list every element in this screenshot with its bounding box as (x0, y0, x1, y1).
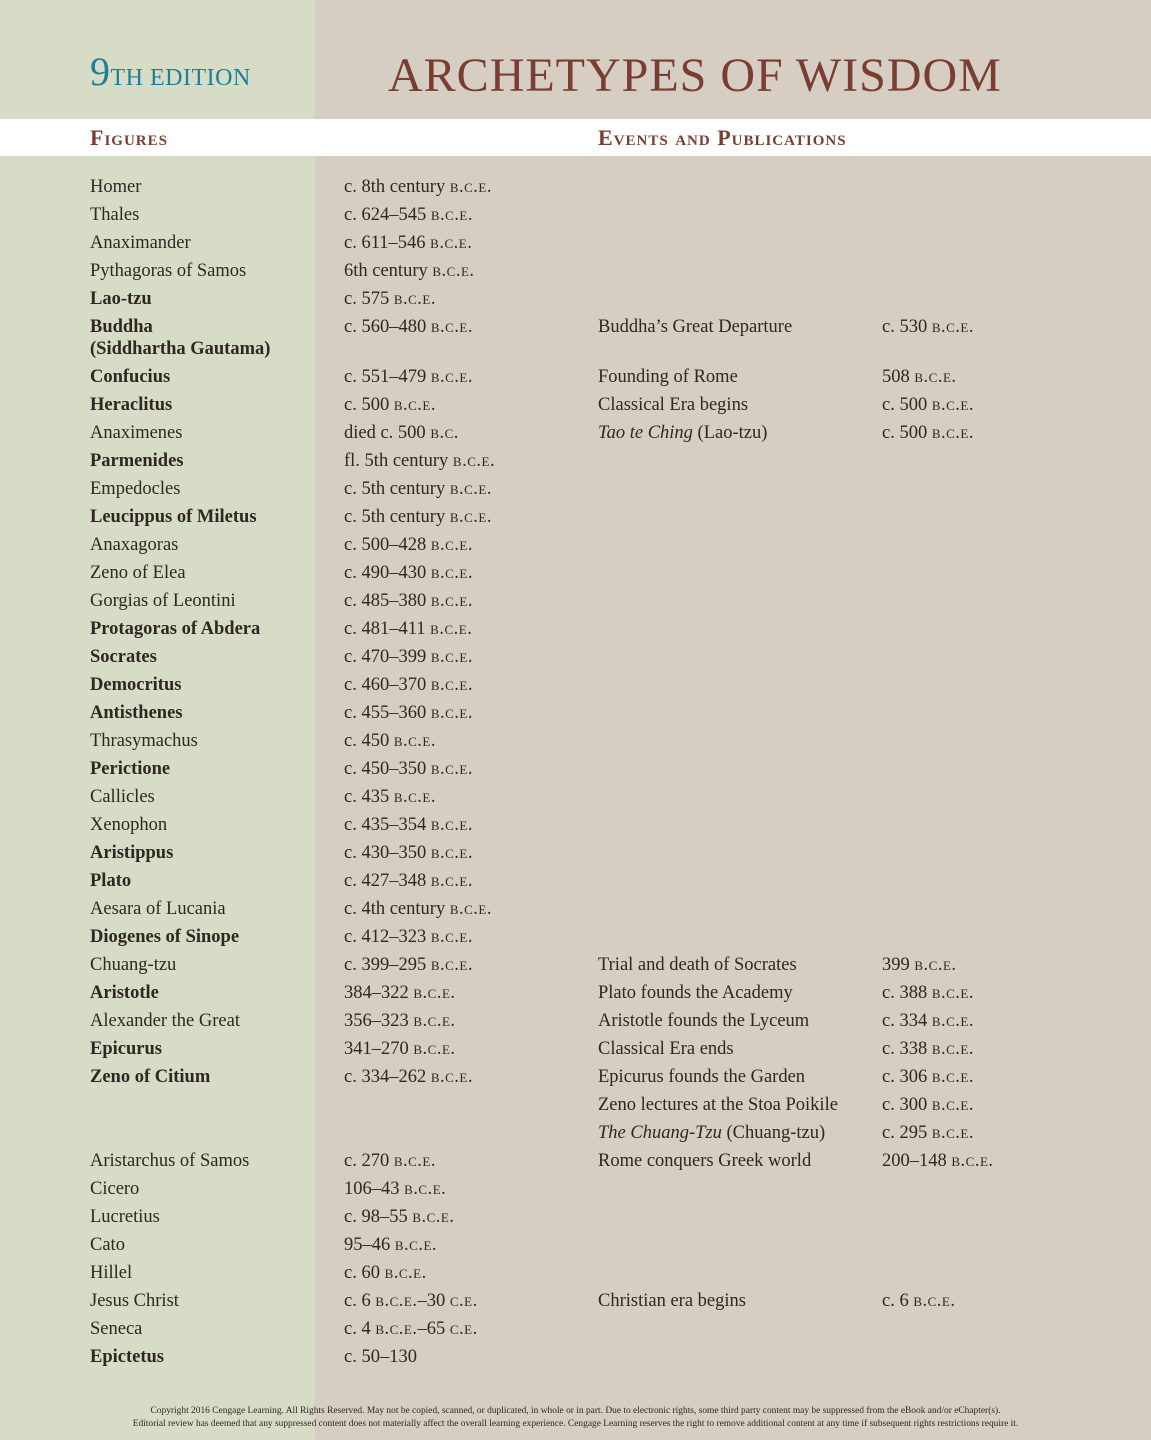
figure-date: c. 6 b.c.e.–30 c.e. (344, 1291, 478, 1311)
figure-name: Lucretius (90, 1207, 160, 1227)
figure-name: Aesara of Lucania (90, 899, 226, 919)
figure-date: c. 435–354 b.c.e. (344, 815, 474, 835)
event-text: Plato founds the Academy (598, 983, 793, 1003)
figure-name: Parmenides (90, 451, 184, 471)
event-date: c. 530 b.c.e. (882, 317, 975, 337)
figure-date: c. 5th century b.c.e. (344, 507, 492, 527)
figure-date: c. 4th century b.c.e. (344, 899, 492, 919)
figure-date: died c. 500 b.c. (344, 423, 459, 443)
event-name (598, 1038, 734, 1060)
table-row (0, 1346, 1151, 1374)
event-name (598, 982, 793, 1004)
figure-name: Aristarchus of Samos (90, 1151, 250, 1171)
table-row (0, 870, 1151, 898)
figure-name: Thales (90, 205, 140, 225)
figure-date: c. 8th century b.c.e. (344, 177, 492, 197)
table-row (0, 674, 1151, 702)
event-name (598, 1010, 809, 1032)
figure-date: c. 450 b.c.e. (344, 731, 437, 751)
figure-name: Chuang-tzu (90, 955, 177, 975)
page-title: ARCHETYPES OF WISDOM (388, 49, 1002, 102)
figure-name: Perictione (90, 759, 171, 779)
figure-date: c. 450–350 b.c.e. (344, 759, 474, 779)
figure-name-continued: (Siddhartha Gautama) (90, 339, 271, 359)
figure-name: Buddha (90, 317, 153, 337)
figures-column-heading: Figures (90, 125, 168, 150)
figure-name: Alexander the Great (90, 1011, 240, 1031)
edition-label (90, 49, 251, 94)
table-row (0, 422, 1151, 450)
figure-date: c. 575 b.c.e. (344, 289, 437, 309)
copyright-line-2: Editorial review has deemed that any suppressed content does not materially affect the overall learning experience. Cengage Learning reserves the right to remove additional content at any time if subsequent rights restrictions require it. (132, 1419, 1019, 1429)
figure-name: Democritus (90, 675, 182, 695)
event-text: Classical Era ends (598, 1039, 734, 1059)
table-row (0, 562, 1151, 590)
figure-date: c. 270 b.c.e. (344, 1151, 437, 1171)
event-date: c. 338 b.c.e. (882, 1039, 975, 1059)
edition-suffix: TH EDITION (110, 65, 251, 91)
figure-name: Empedocles (90, 479, 181, 499)
figure-date: 356–323 b.c.e. (344, 1011, 456, 1031)
table-row (0, 702, 1151, 730)
events-column-heading: Events and Publications (598, 125, 847, 150)
table-row (0, 506, 1151, 534)
table-row (0, 590, 1151, 618)
event-text: Christian era begins (598, 1291, 746, 1311)
figure-date: c. 412–323 b.c.e. (344, 927, 474, 947)
event-text: Founding of Rome (598, 367, 738, 387)
event-name (598, 394, 748, 416)
event-date: 508 b.c.e. (882, 367, 957, 387)
table-row (0, 814, 1151, 842)
figure-date: c. 470–399 b.c.e. (344, 647, 474, 667)
figure-date: c. 399–295 b.c.e. (344, 955, 474, 975)
figure-name: Aristippus (90, 843, 174, 863)
figure-name: Lao-tzu (90, 289, 152, 309)
figure-date: c. 435 b.c.e. (344, 787, 437, 807)
table-row (0, 260, 1151, 288)
event-date: c. 334 b.c.e. (882, 1011, 975, 1031)
figure-name: Diogenes of Sinope (90, 927, 240, 947)
table-row (0, 618, 1151, 646)
table-row (0, 758, 1151, 786)
event-text: Zeno lectures at the Stoa Poikile (598, 1095, 838, 1115)
figure-date: c. 455–360 b.c.e. (344, 703, 474, 723)
figure-name: Gorgias of Leontini (90, 591, 236, 611)
figure-date: c. 460–370 b.c.e. (344, 675, 474, 695)
figure-name: Thrasymachus (90, 731, 198, 751)
table-row (0, 1150, 1151, 1178)
table-row (0, 1178, 1151, 1206)
figure-date: c. 500–428 b.c.e. (344, 535, 474, 555)
event-text: (Chuang-tzu) (721, 1123, 826, 1143)
event-text: (Lao-tzu) (692, 423, 768, 443)
event-date: 399 b.c.e. (882, 955, 957, 975)
event-date: 200–148 b.c.e. (882, 1151, 994, 1171)
table-row (0, 204, 1151, 232)
table-row (0, 1290, 1151, 1318)
event-text: Buddha’s Great Departure (598, 317, 793, 337)
figure-name: Homer (90, 177, 142, 197)
event-date: c. 295 b.c.e. (882, 1123, 975, 1143)
figure-name: Protagoras of Abdera (90, 619, 261, 639)
figure-name: Zeno of Elea (90, 563, 186, 583)
event-date: c. 300 b.c.e. (882, 1095, 975, 1115)
figure-date: c. 98–55 b.c.e. (344, 1207, 455, 1227)
figure-date: 95–46 b.c.e. (344, 1235, 438, 1255)
event-name (598, 1290, 746, 1312)
event-text: Aristotle founds the Lyceum (598, 1011, 810, 1031)
figure-name: Cicero (90, 1179, 140, 1199)
table-row (0, 316, 1151, 359)
figure-name: Plato (90, 871, 132, 891)
event-name (598, 954, 797, 976)
event-date: c. 500 b.c.e. (882, 423, 975, 443)
figure-date: c. 551–479 b.c.e. (344, 367, 474, 387)
column-header-band (0, 119, 1151, 156)
figure-name: Antisthenes (90, 703, 183, 723)
event-name (598, 1122, 825, 1144)
table-row (0, 288, 1151, 316)
figure-name: Socrates (90, 647, 157, 667)
table-row (0, 1122, 1151, 1150)
table-row (0, 394, 1151, 422)
table-row (0, 730, 1151, 758)
table-row (0, 232, 1151, 260)
publication-title: The Chuang-Tzu (598, 1123, 722, 1143)
figure-date: c. 485–380 b.c.e. (344, 591, 474, 611)
figure-name: Heraclitus (90, 395, 173, 415)
table-row (0, 534, 1151, 562)
figure-name: Leucippus of Miletus (90, 507, 257, 527)
figure-date: c. 560–480 b.c.e. (344, 317, 474, 337)
figure-name: Aristotle (90, 983, 159, 1003)
copyright-line-1: Copyright 2016 Cengage Learning. All Rights Reserved. May not be copied, scanned, or duplicated, in whole or in part. Due to electronic rights, some third party content may be suppressed from the eBook and/or eChapter(s). (150, 1406, 1001, 1416)
figure-date: c. 624–545 b.c.e. (344, 205, 474, 225)
table-row (0, 366, 1151, 394)
table-row (0, 450, 1151, 478)
event-name (598, 1094, 838, 1116)
figure-name: Anaximander (90, 233, 191, 253)
table-row (0, 926, 1151, 954)
figure-name: Confucius (90, 367, 171, 387)
publication-title: Tao te Ching (598, 423, 693, 443)
event-name (598, 1150, 811, 1172)
event-name (598, 1066, 805, 1088)
figure-name: Xenophon (90, 815, 168, 835)
figure-date: c. 500 b.c.e. (344, 395, 437, 415)
figure-date: c. 490–430 b.c.e. (344, 563, 474, 583)
event-date: c. 388 b.c.e. (882, 983, 975, 1003)
table-row (0, 1038, 1151, 1066)
figure-name: Callicles (90, 787, 155, 807)
figure-date: c. 430–350 b.c.e. (344, 843, 474, 863)
table-row (0, 1318, 1151, 1346)
figure-name: Anaximenes (90, 423, 183, 443)
event-name (598, 366, 738, 388)
event-date: c. 306 b.c.e. (882, 1067, 975, 1087)
table-row (0, 1066, 1151, 1094)
figure-date: 341–270 b.c.e. (344, 1039, 456, 1059)
table-row (0, 1234, 1151, 1262)
figure-name: Cato (90, 1235, 125, 1255)
table-row (0, 1262, 1151, 1290)
event-name (598, 422, 767, 444)
table-row (0, 898, 1151, 926)
figure-date: c. 5th century b.c.e. (344, 479, 492, 499)
event-name (598, 316, 792, 338)
figure-date: c. 4 b.c.e.–65 c.e. (344, 1319, 478, 1339)
figure-date: fl. 5th century b.c.e. (344, 451, 496, 471)
figure-date: c. 427–348 b.c.e. (344, 871, 474, 891)
table-row (0, 982, 1151, 1010)
event-date: c. 6 b.c.e. (882, 1291, 956, 1311)
event-text: Classical Era begins (598, 395, 749, 415)
figure-name: Epictetus (90, 1347, 164, 1367)
figure-date: 384–322 b.c.e. (344, 983, 456, 1003)
table-row (0, 1206, 1151, 1234)
figure-date: c. 481–411 b.c.e. (344, 619, 473, 639)
figure-date: c. 611–546 b.c.e. (344, 233, 473, 253)
table-row (0, 954, 1151, 982)
figure-name: Epicurus (90, 1039, 162, 1059)
table-row (0, 1010, 1151, 1038)
figure-date: 106–43 b.c.e. (344, 1179, 447, 1199)
table-row (0, 786, 1151, 814)
figure-name: Zeno of Citium (90, 1067, 211, 1087)
figure-date: 6th century b.c.e. (344, 261, 475, 281)
table-row (0, 1094, 1151, 1122)
event-text: Rome conquers Greek world (598, 1151, 812, 1171)
table-row (0, 646, 1151, 674)
figure-date: c. 334–262 b.c.e. (344, 1067, 474, 1087)
event-text: Trial and death of Socrates (598, 955, 797, 975)
figure-date: c. 60 b.c.e. (344, 1263, 427, 1283)
edition-number: 9 (90, 49, 111, 94)
figure-name: Pythagoras of Samos (90, 261, 247, 281)
table-row (0, 842, 1151, 870)
figure-name: Jesus Christ (90, 1291, 179, 1311)
figure-name: Seneca (90, 1319, 143, 1339)
table-row (0, 478, 1151, 506)
table-row (0, 176, 1151, 204)
figure-name: Hillel (90, 1263, 133, 1283)
figure-name: Anaxagoras (90, 535, 179, 555)
event-text: Epicurus founds the Garden (598, 1067, 806, 1087)
event-date: c. 500 b.c.e. (882, 395, 975, 415)
figure-date: c. 50–130 (344, 1347, 417, 1367)
